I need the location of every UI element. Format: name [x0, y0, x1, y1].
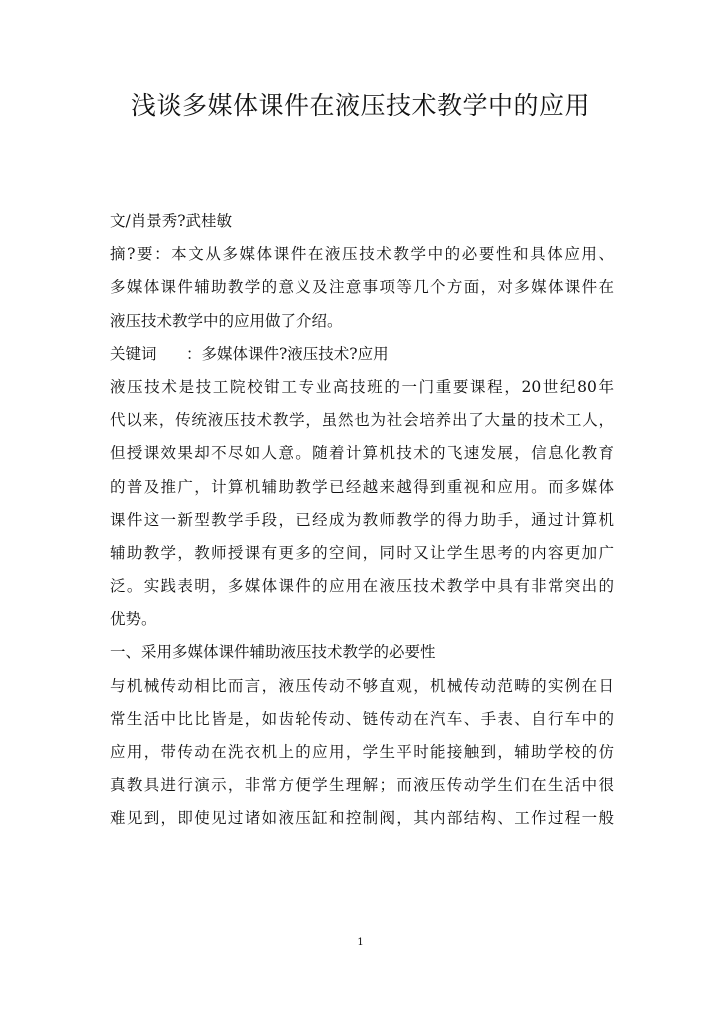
intro-line: 辅助教学，教师授课有更多的空间，同时又让学生思考的内容更加广	[110, 543, 614, 562]
section1-paragraph	[110, 670, 614, 836]
page-number: 1	[357, 937, 364, 948]
intro-line: 液压技术是技工院校钳工专业高技班的一门重要课程，20世纪80年	[110, 377, 614, 396]
intro-line: 代以来，传统液压技术教学，虽然也为社会培养出了大量的技术工人，	[110, 411, 614, 430]
intro-line: 泛。实践表明，多媒体课件的应用在液压技术教学中具有非常突出的	[110, 577, 614, 596]
author-line: 文/肖景秀?武桂敏	[110, 212, 233, 230]
section1-line: 难见到，即使见过诸如液压缸和控制阀，其内部结构、工作过程一般	[110, 809, 614, 828]
section1-line: 与机械传动相比而言，液压传动不够直观，机械传动范畴的实例在日	[110, 676, 614, 695]
document-title: 浅谈多媒体课件在液压技术教学中的应用	[130, 91, 590, 120]
keywords-label: 关键词	[110, 344, 157, 363]
keywords-line	[110, 338, 614, 371]
intro-line: 课件这一新型教学手段，已经成为教师教学的得力助手，通过计算机	[110, 510, 614, 529]
section1-line: 真教具进行演示，非常方便学生理解；而液压传动学生们在生活中很	[110, 776, 614, 795]
section-heading: 一、采用多媒体课件辅助液压技术教学的必要性	[110, 643, 436, 662]
abstract-paragraph	[110, 238, 614, 338]
abstract-line: 多媒体课件辅助教学的意义及注意事项等几个方面，对多媒体课件在	[110, 278, 614, 297]
abstract-line: 液压技术教学中的应用做了介绍。	[110, 311, 343, 330]
section1-line: 常生活中比比皆是，如齿轮传动、链传动在汽车、手表、自行车中的	[110, 709, 614, 728]
keywords-value: ：多媒体课件?液压技术?应用	[186, 344, 389, 363]
section1-line: 应用，带传动在洗衣机上的应用，学生平时能接触到，辅助学校的仿	[110, 743, 614, 761]
abstract-line: 摘?要：本文从多媒体课件在液压技术教学中的必要性和具体应用、	[110, 245, 614, 264]
document-body	[110, 205, 614, 836]
intro-line: 的普及推广，计算机辅助教学已经越来越得到重视和应用。而多媒体	[110, 477, 614, 496]
intro-line: 优势。	[110, 610, 157, 629]
intro-paragraph	[110, 371, 614, 637]
intro-line: 但授课效果却不尽如人意。随着计算机技术的飞速发展，信息化教育	[110, 444, 614, 463]
